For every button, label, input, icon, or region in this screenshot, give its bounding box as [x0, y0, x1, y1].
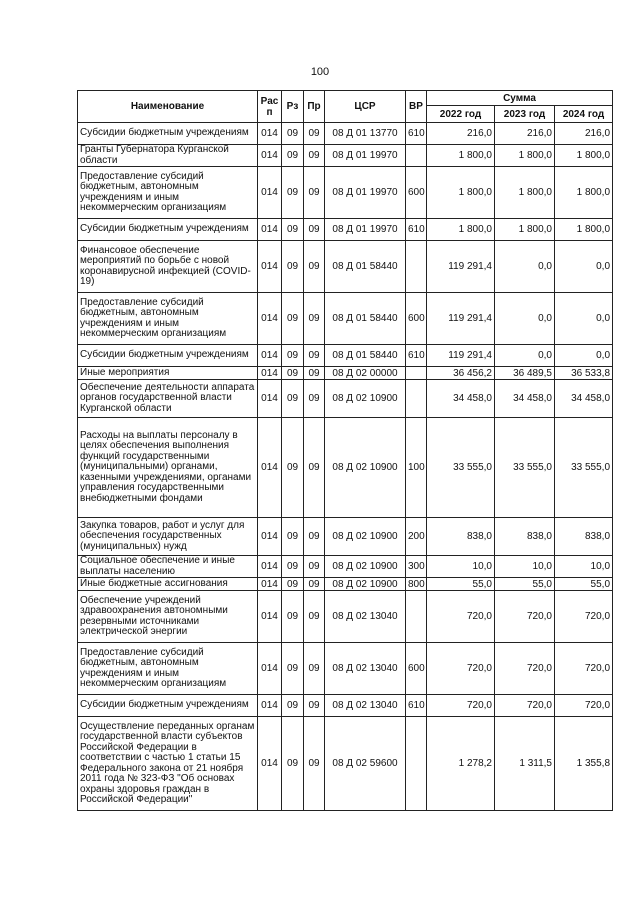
cell-rz: 09: [282, 123, 304, 145]
cell-2022: 1 800,0: [427, 145, 495, 167]
cell-rasp: 014: [258, 123, 282, 145]
header-name: Наименование: [78, 91, 258, 123]
table-row: [78, 293, 613, 345]
cell-rasp: 014: [258, 219, 282, 241]
cell-csr: 08 Д 02 59600: [325, 717, 406, 811]
cell-rz: 09: [282, 695, 304, 717]
cell-rasp: 014: [258, 695, 282, 717]
cell-2022: 720,0: [427, 591, 495, 643]
cell-pr: 09: [304, 643, 325, 695]
cell-name: Субсидии бюджетным учреждениям: [78, 695, 258, 717]
cell-2022: 720,0: [427, 643, 495, 695]
cell-2022: 33 555,0: [427, 418, 495, 518]
cell-pr: 09: [304, 219, 325, 241]
cell-pr: 09: [304, 380, 325, 418]
cell-2023: 55,0: [495, 578, 555, 591]
cell-rz: 09: [282, 167, 304, 219]
table-row: [78, 367, 613, 380]
cell-2024: 838,0: [555, 518, 613, 556]
cell-name: Субсидии бюджетным учреждениям: [78, 219, 258, 241]
cell-name: Социальное обеспечение и иные выплаты населению: [78, 556, 258, 578]
cell-csr: 08 Д 01 19970: [325, 167, 406, 219]
cell-rz: 09: [282, 367, 304, 380]
cell-vr: [406, 591, 427, 643]
cell-2022: 838,0: [427, 518, 495, 556]
cell-2023: 0,0: [495, 241, 555, 293]
cell-rz: 09: [282, 293, 304, 345]
cell-vr: 300: [406, 556, 427, 578]
cell-csr: 08 Д 02 00000: [325, 367, 406, 380]
cell-csr: 08 Д 01 19970: [325, 145, 406, 167]
cell-2022: 216,0: [427, 123, 495, 145]
cell-2022: 55,0: [427, 578, 495, 591]
cell-csr: 08 Д 01 13770: [325, 123, 406, 145]
cell-pr: 09: [304, 167, 325, 219]
cell-rasp: 014: [258, 345, 282, 367]
header-2024: 2024 год: [555, 106, 613, 123]
budget-table: [77, 90, 613, 811]
cell-2023: 1 311,5: [495, 717, 555, 811]
cell-vr: [406, 145, 427, 167]
cell-rasp: 014: [258, 518, 282, 556]
cell-2022: 1 278,2: [427, 717, 495, 811]
cell-2022: 119 291,4: [427, 241, 495, 293]
cell-2023: 0,0: [495, 345, 555, 367]
cell-csr: 08 Д 02 13040: [325, 695, 406, 717]
cell-rasp: 014: [258, 380, 282, 418]
header-sum: Сумма: [427, 91, 613, 106]
cell-vr: 600: [406, 643, 427, 695]
cell-pr: 09: [304, 518, 325, 556]
table-row: [78, 717, 613, 811]
cell-rz: 09: [282, 380, 304, 418]
cell-name: Расходы на выплаты персоналу в целях обеспечения выполнения функций государственными (муниципальными) органами, казенными учреждениями, органами управления государственными внебюджетными фондами: [78, 418, 258, 518]
cell-pr: 09: [304, 345, 325, 367]
header-2022: 2022 год: [427, 106, 495, 123]
cell-rz: 09: [282, 643, 304, 695]
cell-rasp: 014: [258, 367, 282, 380]
cell-rz: 09: [282, 345, 304, 367]
cell-2024: 720,0: [555, 591, 613, 643]
cell-2022: 1 800,0: [427, 167, 495, 219]
table-row: [78, 518, 613, 556]
cell-2023: 720,0: [495, 643, 555, 695]
cell-name: Гранты Губернатора Курганской области: [78, 145, 258, 167]
table-row: [78, 145, 613, 167]
cell-name: Финансовое обеспечение мероприятий по борьбе с новой коронавирусной инфекцией (COVID-19): [78, 241, 258, 293]
cell-2023: 34 458,0: [495, 380, 555, 418]
cell-name: Закупка товаров, работ и услуг для обеспечения государственных (муниципальных) нужд: [78, 518, 258, 556]
cell-name: Предоставление субсидий бюджетным, автономным учреждениям и иным некоммерческим организациям: [78, 167, 258, 219]
cell-rasp: 014: [258, 717, 282, 811]
cell-2023: 720,0: [495, 695, 555, 717]
cell-vr: 610: [406, 219, 427, 241]
cell-2024: 0,0: [555, 345, 613, 367]
cell-vr: [406, 241, 427, 293]
cell-pr: 09: [304, 695, 325, 717]
cell-rasp: 014: [258, 293, 282, 345]
cell-csr: 08 Д 01 58440: [325, 241, 406, 293]
cell-name: Субсидии бюджетным учреждениям: [78, 123, 258, 145]
cell-csr: 08 Д 02 10900: [325, 418, 406, 518]
table-row: [78, 380, 613, 418]
cell-csr: 08 Д 02 13040: [325, 643, 406, 695]
cell-rz: 09: [282, 578, 304, 591]
table-row: [78, 556, 613, 578]
cell-rasp: 014: [258, 418, 282, 518]
cell-pr: 09: [304, 293, 325, 345]
cell-name: Иные мероприятия: [78, 367, 258, 380]
cell-2023: 1 800,0: [495, 167, 555, 219]
cell-vr: 610: [406, 345, 427, 367]
table-row: [78, 591, 613, 643]
cell-rz: 09: [282, 219, 304, 241]
header-vr: ВР: [406, 91, 427, 123]
cell-2024: 1 800,0: [555, 145, 613, 167]
cell-rasp: 014: [258, 145, 282, 167]
cell-rz: 09: [282, 145, 304, 167]
cell-rz: 09: [282, 518, 304, 556]
page-number: 100: [310, 66, 330, 78]
cell-vr: 610: [406, 695, 427, 717]
cell-csr: 08 Д 01 58440: [325, 293, 406, 345]
cell-2023: 216,0: [495, 123, 555, 145]
table-row: [78, 643, 613, 695]
cell-pr: 09: [304, 418, 325, 518]
cell-rz: 09: [282, 717, 304, 811]
cell-name: Предоставление субсидий бюджетным, автономным учреждениям и иным некоммерческим организациям: [78, 293, 258, 345]
header-rasp: Рас п: [258, 91, 282, 123]
table-row: [78, 219, 613, 241]
cell-pr: 09: [304, 591, 325, 643]
cell-2024: 33 555,0: [555, 418, 613, 518]
cell-2023: 0,0: [495, 293, 555, 345]
cell-name: Иные бюджетные ассигнования: [78, 578, 258, 591]
cell-2024: 0,0: [555, 293, 613, 345]
header-2023: 2023 год: [495, 106, 555, 123]
table-row: [78, 345, 613, 367]
cell-2024: 216,0: [555, 123, 613, 145]
cell-rasp: 014: [258, 556, 282, 578]
cell-rz: 09: [282, 241, 304, 293]
cell-2024: 720,0: [555, 643, 613, 695]
cell-vr: 600: [406, 167, 427, 219]
cell-2022: 720,0: [427, 695, 495, 717]
cell-csr: 08 Д 02 10900: [325, 518, 406, 556]
cell-2024: 1 355,8: [555, 717, 613, 811]
cell-2022: 119 291,4: [427, 293, 495, 345]
cell-csr: 08 Д 02 10900: [325, 380, 406, 418]
table-row: [78, 123, 613, 145]
cell-2024: 720,0: [555, 695, 613, 717]
cell-name: Осуществление переданных органам государственной власти субъектов Российской Федерации в соответствии с частью 1 статьи 15 Федерального закона от 21 ноября 2011 года № 323-ФЗ "Об основах охраны здоровья граждан в Российской Федерации": [78, 717, 258, 811]
cell-2024: 1 800,0: [555, 219, 613, 241]
cell-csr: 08 Д 02 10900: [325, 578, 406, 591]
cell-2024: 34 458,0: [555, 380, 613, 418]
table-row: [78, 578, 613, 591]
cell-2022: 36 456,2: [427, 367, 495, 380]
cell-name: Обеспечение учреждений здравоохранения автономными резервными источниками электрической энергии: [78, 591, 258, 643]
cell-2023: 33 555,0: [495, 418, 555, 518]
cell-pr: 09: [304, 556, 325, 578]
cell-rasp: 014: [258, 167, 282, 219]
cell-vr: 600: [406, 293, 427, 345]
cell-vr: 800: [406, 578, 427, 591]
cell-name: Обеспечение деятельности аппарата органов государственной власти Курганской области: [78, 380, 258, 418]
cell-2023: 720,0: [495, 591, 555, 643]
cell-name: Предоставление субсидий бюджетным, автономным учреждениям и иным некоммерческим организациям: [78, 643, 258, 695]
header-csr: ЦСР: [325, 91, 406, 123]
cell-rasp: 014: [258, 643, 282, 695]
cell-2023: 1 800,0: [495, 219, 555, 241]
cell-vr: [406, 380, 427, 418]
cell-pr: 09: [304, 123, 325, 145]
cell-2024: 1 800,0: [555, 167, 613, 219]
cell-2024: 0,0: [555, 241, 613, 293]
cell-rz: 09: [282, 556, 304, 578]
table-row: [78, 418, 613, 518]
cell-vr: 200: [406, 518, 427, 556]
cell-2024: 10,0: [555, 556, 613, 578]
table-row: [78, 241, 613, 293]
cell-csr: 08 Д 02 13040: [325, 591, 406, 643]
table-row: [78, 167, 613, 219]
cell-vr: [406, 367, 427, 380]
cell-pr: 09: [304, 145, 325, 167]
cell-csr: 08 Д 01 58440: [325, 345, 406, 367]
cell-vr: 610: [406, 123, 427, 145]
cell-2023: 10,0: [495, 556, 555, 578]
cell-2024: 36 533,8: [555, 367, 613, 380]
cell-pr: 09: [304, 367, 325, 380]
cell-pr: 09: [304, 241, 325, 293]
cell-pr: 09: [304, 578, 325, 591]
cell-csr: 08 Д 01 19970: [325, 219, 406, 241]
cell-csr: 08 Д 02 10900: [325, 556, 406, 578]
cell-vr: 100: [406, 418, 427, 518]
cell-2024: 55,0: [555, 578, 613, 591]
cell-2023: 838,0: [495, 518, 555, 556]
cell-pr: 09: [304, 717, 325, 811]
header-rz: Рз: [282, 91, 304, 123]
cell-2022: 1 800,0: [427, 219, 495, 241]
cell-2022: 119 291,4: [427, 345, 495, 367]
table-row: [78, 695, 613, 717]
cell-2022: 34 458,0: [427, 380, 495, 418]
cell-rasp: 014: [258, 241, 282, 293]
cell-rz: 09: [282, 591, 304, 643]
cell-rz: 09: [282, 418, 304, 518]
cell-2023: 1 800,0: [495, 145, 555, 167]
cell-2023: 36 489,5: [495, 367, 555, 380]
header-pr: Пр: [304, 91, 325, 123]
cell-vr: [406, 717, 427, 811]
cell-2022: 10,0: [427, 556, 495, 578]
cell-rasp: 014: [258, 591, 282, 643]
cell-name: Субсидии бюджетным учреждениям: [78, 345, 258, 367]
cell-rasp: 014: [258, 578, 282, 591]
